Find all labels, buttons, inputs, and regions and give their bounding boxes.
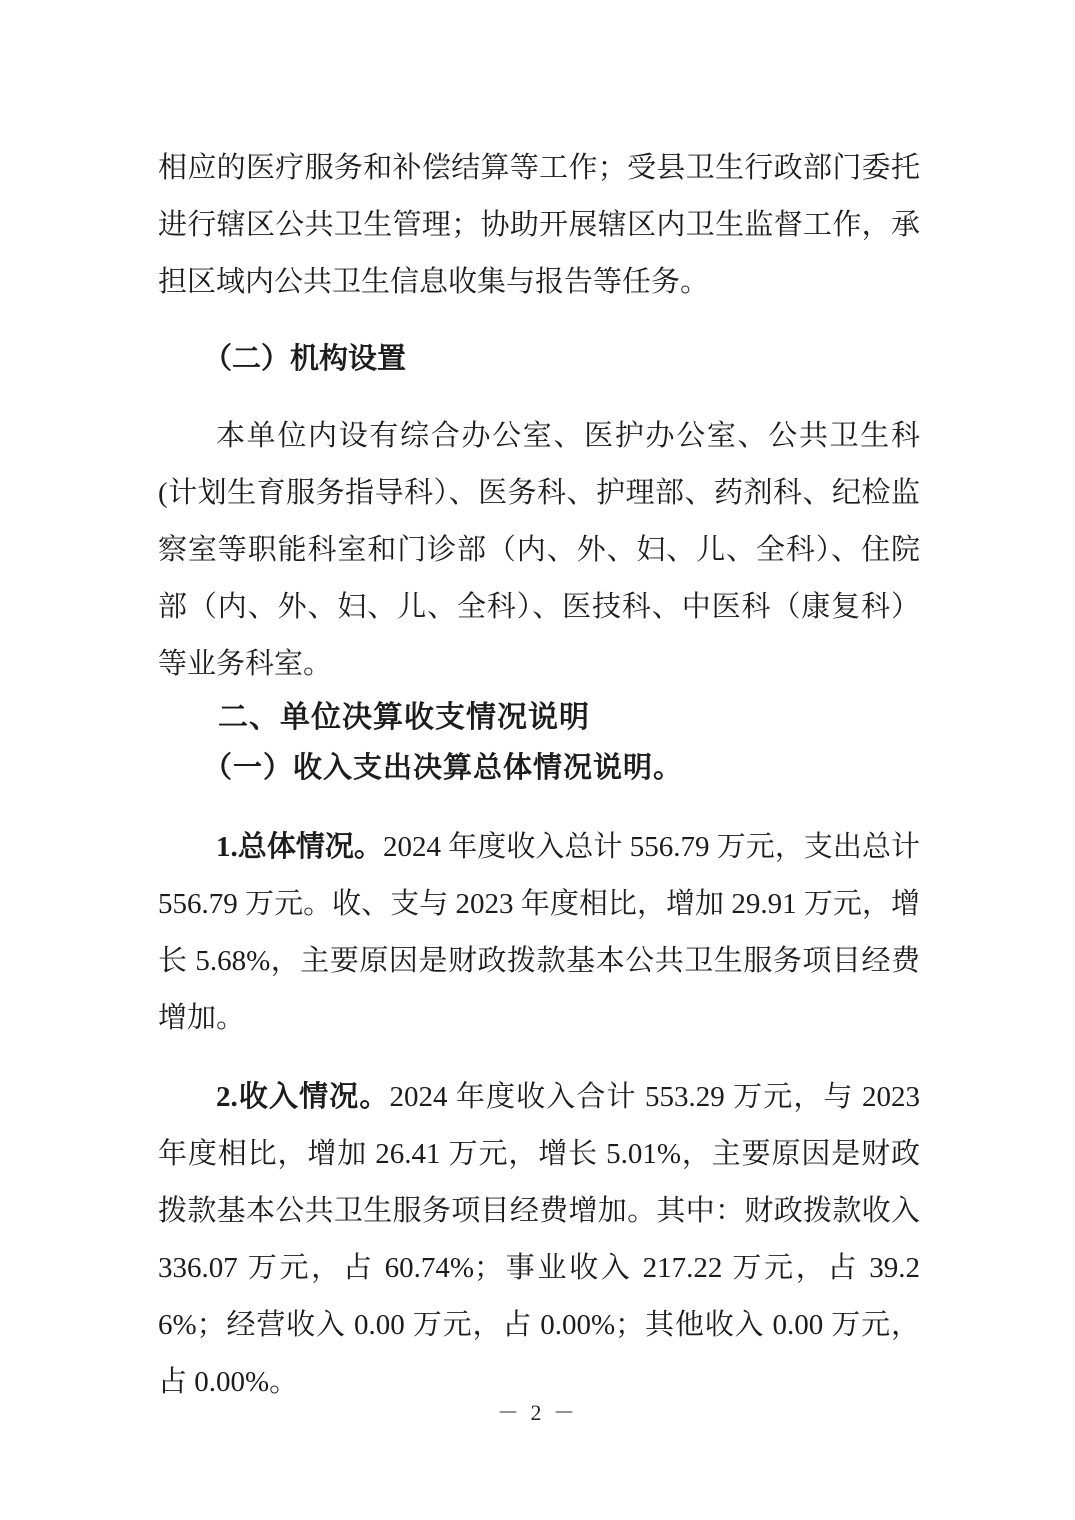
paragraph-income-situation bbox=[158, 1069, 920, 1411]
document-content bbox=[158, 140, 920, 1411]
heading-section-two: 二、单位决算收支情况说明 bbox=[218, 701, 590, 734]
overall-situation-text: 2024 年度收入总计 556.79 万元，支出总计 556.79 万元。收、支与 2023 年度相比，增加 29.91 万元，增长 5.68%，主要原因是财政拨款基本公共卫生服务项目经费增加。 bbox=[158, 831, 920, 1034]
overall-situation-lead: 1.总体情况。 bbox=[216, 831, 383, 863]
income-situation-text: 2024 年度收入合计 553.29 万元，与 2023 年度相比，增加 26.41 万元，增长 5.01%，主要原因是财政拨款基本公共卫生服务项目经费增加。其中：财政拨款收入 336.07 万元，占 60.74%；事业收入 217.22 万元，占 39.26%；经营收入 0.00 万元，占 0.00%；其他收入 0.00 万元，占 0.00%。 bbox=[158, 1081, 920, 1398]
paragraph-overall-situation bbox=[158, 819, 920, 1047]
heading-org-setup: （二）机构设置 bbox=[202, 343, 406, 375]
paragraph-org-setup: 本单位内设有综合办公室、医护办公室、公共卫生科(计划生育服务指导科）、医务科、护理部、药剂科、纪检监察室等职能科室和门诊部（内、外、妇、儿、全科）、住院部（内、外、妇、儿、全科）、医技科、中医科（康复科）等业务科室。 bbox=[158, 420, 920, 680]
page-number: － 2 － bbox=[496, 1400, 578, 1425]
paragraph-continuation: 相应的医疗服务和补偿结算等工作；受县卫生行政部门委托进行辖区公共卫生管理；协助开展辖区内卫生监督工作，承担区域内公共卫生信息收集与报告等任务。 bbox=[158, 152, 920, 298]
income-situation-lead: 2.收入情况。 bbox=[216, 1081, 390, 1113]
heading-section-two-one: （一）收入支出决算总体情况说明。 bbox=[202, 752, 683, 784]
